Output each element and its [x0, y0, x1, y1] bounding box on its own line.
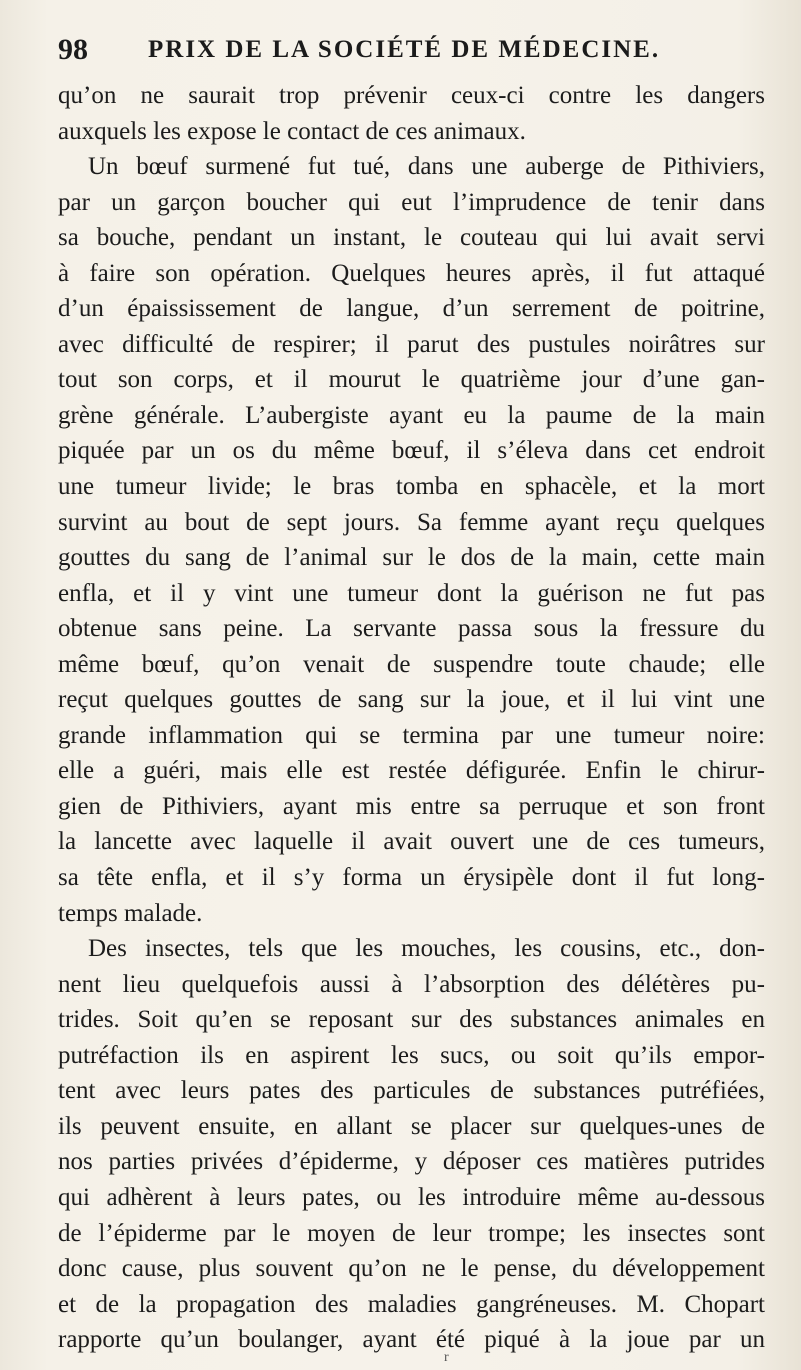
- text-line: de l’épiderme par le moyen de leur trompe; les insectes sont: [58, 1219, 765, 1247]
- text-line: tent avec leurs pates des particules de substances putréfiées,: [58, 1077, 765, 1105]
- text-line: nos parties privées d’épiderme, y déposer ces matières putrides: [58, 1148, 765, 1176]
- text-line: sa tête enfla, et il s’y forma un érysipèle dont il fut long-: [58, 864, 765, 892]
- text-line: trides. Soit qu’en se reposant sur des substances animales en: [58, 1006, 765, 1034]
- text-line: qu’on ne saurait trop prévenir ceux-ci contre les dangers: [58, 82, 765, 109]
- text-line: et de la propagation des maladies gangréneuses. M. Chopart: [58, 1290, 765, 1318]
- signature-mark: r: [444, 1350, 449, 1365]
- text-line: grande inflammation qui se termina par une tumeur noire:: [58, 721, 765, 749]
- text-line: reçut quelques gouttes de sang sur la joue, et il lui vint une: [58, 686, 765, 714]
- text-line: grène générale. L’aubergiste ayant eu la paume de la main: [58, 401, 765, 429]
- running-title: PRIX DE LA SOCIÉTÉ DE MÉDECINE.: [148, 36, 661, 63]
- text-line: Des insectes, tels que les mouches, les cousins, etc., don-: [88, 935, 765, 963]
- body-text: [58, 78, 765, 1358]
- text-line: sa bouche, pendant un instant, le couteau qui lui avait servi: [58, 224, 765, 252]
- text-line: qui adhèrent à leurs pates, ou les introduire même au-dessous: [58, 1183, 765, 1211]
- text-line: temps malade.: [58, 899, 203, 927]
- text-line: auxquels les expose le contact de ces animaux.: [58, 117, 526, 145]
- page-header: [58, 30, 758, 70]
- text-line: même bœuf, qu’on venait de suspendre toute chaude; elle: [58, 650, 765, 678]
- page-number: 98: [58, 33, 88, 66]
- text-line: putréfaction ils en aspirent les sucs, ou soit qu’ils empor-: [58, 1041, 765, 1069]
- text-line: une tumeur livide; le bras tomba en sphacèle, et la mort: [58, 473, 765, 501]
- text-line: avec difficulté de respirer; il parut des pustules noirâtres sur: [58, 330, 765, 358]
- text-line: d’un épaississement de langue, d’un serrement de poitrine,: [58, 295, 765, 323]
- text-line: la lancette avec laquelle il avait ouvert une de ces tumeurs,: [58, 828, 765, 856]
- text-line: gien de Pithiviers, ayant mis entre sa perruque et son front: [58, 792, 765, 820]
- text-line: Un bœuf surmené fut tué, dans une auberge de Pithiviers,: [88, 153, 765, 181]
- text-line: donc cause, plus souvent qu’on ne le pense, du développement: [58, 1255, 765, 1283]
- text-line: rapporte qu’un boulanger, ayant été piqué à la joue par un: [58, 1326, 765, 1354]
- text-line: enfla, et il y vint une tumeur dont la guérison ne fut pas: [58, 579, 765, 607]
- text-line: obtenue sans peine. La servante passa sous la fressure du: [58, 615, 765, 643]
- text-line: ils peuvent ensuite, en allant se placer sur quelques-unes de: [58, 1112, 765, 1140]
- text-line: gouttes du sang de l’animal sur le dos de la main, cette main: [58, 544, 765, 572]
- text-line: survint au bout de sept jours. Sa femme ayant reçu quelques: [58, 508, 765, 536]
- text-line: nent lieu quelquefois aussi à l’absorption des délétères pu-: [58, 970, 765, 998]
- text-line: elle a guéri, mais elle est restée défigurée. Enfin le chirur-: [58, 757, 765, 785]
- text-line: piquée par un os du même bœuf, il s’éleva dans cet endroit: [58, 437, 765, 465]
- text-line: à faire son opération. Quelques heures après, il fut attaqué: [58, 259, 765, 287]
- text-line: par un garçon boucher qui eut l’imprudence de tenir dans: [58, 188, 765, 216]
- text-line: tout son corps, et il mourut le quatrième jour d’une gan-: [58, 366, 765, 394]
